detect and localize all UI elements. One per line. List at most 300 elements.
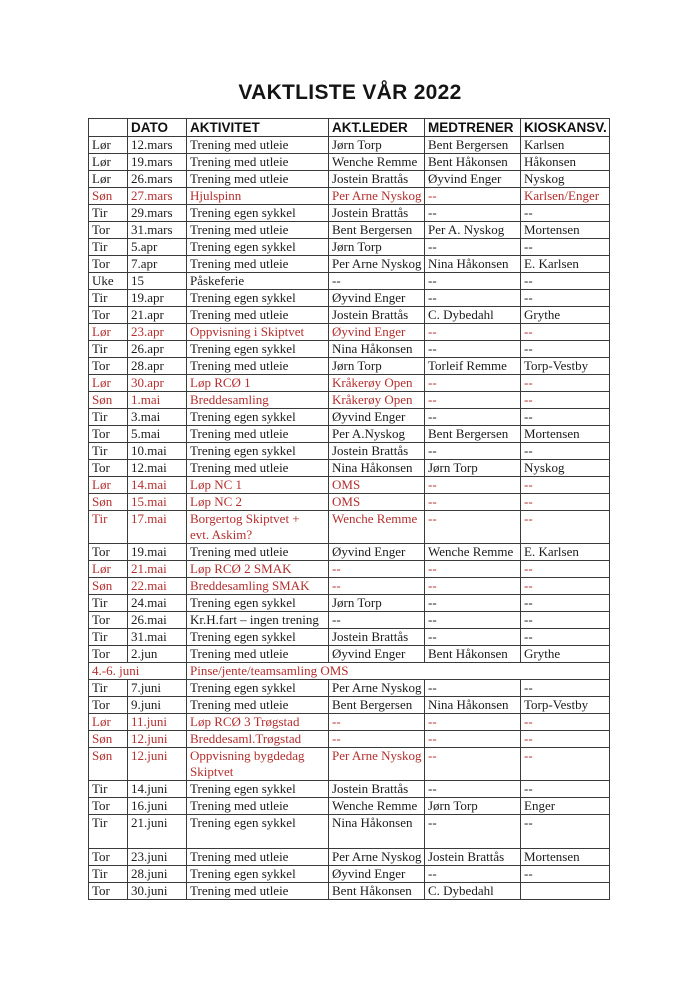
day-cell: Tir <box>89 205 128 222</box>
activity-cell: Trening med utleie <box>187 646 329 663</box>
cotrainer-cell: -- <box>425 629 521 646</box>
kiosk-cell <box>521 883 610 900</box>
kiosk-cell: -- <box>521 375 610 392</box>
activity-cell: Trening med utleie <box>187 849 329 866</box>
kiosk-cell: Torp-Vestby <box>521 358 610 375</box>
column-header-cotrainer: MEDTRENER <box>425 119 521 137</box>
day-cell: Lør <box>89 714 128 731</box>
table-row <box>89 460 610 477</box>
kiosk-cell: -- <box>521 273 610 290</box>
table-row <box>89 595 610 612</box>
date-cell: 21.mai <box>128 561 187 578</box>
activity-cell: Trening med utleie <box>187 798 329 815</box>
table-row <box>89 426 610 443</box>
kiosk-cell: Grythe <box>521 646 610 663</box>
kiosk-cell: -- <box>521 239 610 256</box>
cotrainer-cell: Jostein Brattås <box>425 849 521 866</box>
date-cell: 19.mai <box>128 544 187 561</box>
cotrainer-cell: -- <box>425 324 521 341</box>
date-cell: 5.apr <box>128 239 187 256</box>
leader-cell: Per Arne Nyskog <box>329 849 425 866</box>
cotrainer-cell: -- <box>425 375 521 392</box>
kiosk-cell: -- <box>521 290 610 307</box>
activity-cell: Trening med utleie <box>187 171 329 188</box>
day-cell: Tor <box>89 426 128 443</box>
activity-cell: Trening med utleie <box>187 256 329 273</box>
leader-cell: Wenche Remme <box>329 154 425 171</box>
kiosk-cell: Mortensen <box>521 426 610 443</box>
kiosk-cell: Håkonsen <box>521 154 610 171</box>
activity-cell: Trening egen sykkel <box>187 205 329 222</box>
table-row <box>89 239 610 256</box>
date-cell: 16.juni <box>128 798 187 815</box>
kiosk-cell: E. Karlsen <box>521 256 610 273</box>
kiosk-cell: -- <box>521 392 610 409</box>
activity-cell: Trening med utleie <box>187 307 329 324</box>
cotrainer-cell: Bent Bergersen <box>425 426 521 443</box>
date-cell: 24.mai <box>128 595 187 612</box>
day-cell: Tir <box>89 239 128 256</box>
cotrainer-cell: Bent Håkonsen <box>425 646 521 663</box>
activity-cell: Trening egen sykkel <box>187 629 329 646</box>
leader-cell: Per Arne Nyskog <box>329 680 425 697</box>
leader-cell: -- <box>329 273 425 290</box>
activity-cell: Oppvisning bygdedag Skiptvet <box>187 748 329 781</box>
kiosk-cell: -- <box>521 595 610 612</box>
leader-cell: Wenche Remme <box>329 511 425 544</box>
table-row <box>89 273 610 290</box>
day-cell: Lør <box>89 561 128 578</box>
activity-cell: Borgertog Skiptvet + evt. Askim? <box>187 511 329 544</box>
date-cell: 12.mars <box>128 137 187 154</box>
kiosk-cell: -- <box>521 341 610 358</box>
day-cell: Tir <box>89 595 128 612</box>
table-row <box>89 578 610 595</box>
activity-cell: Trening med utleie <box>187 358 329 375</box>
kiosk-cell: -- <box>521 866 610 883</box>
cotrainer-cell: -- <box>425 392 521 409</box>
date-cell: 28.juni <box>128 866 187 883</box>
leader-cell: OMS <box>329 494 425 511</box>
kiosk-cell: Karlsen/Enger <box>521 188 610 205</box>
table-row <box>89 358 610 375</box>
leader-cell: Jostein Brattås <box>329 443 425 460</box>
table-row <box>89 511 610 544</box>
activity-cell: Trening med utleie <box>187 883 329 900</box>
leader-cell: Jørn Torp <box>329 358 425 375</box>
cotrainer-cell: C. Dybedahl <box>425 883 521 900</box>
leader-cell: Nina Håkonsen <box>329 341 425 358</box>
cotrainer-cell: Øyvind Enger <box>425 171 521 188</box>
day-cell: Lør <box>89 137 128 154</box>
day-cell: Lør <box>89 477 128 494</box>
header-row <box>89 119 610 137</box>
day-cell: Søn <box>89 731 128 748</box>
cotrainer-cell: Bent Bergersen <box>425 137 521 154</box>
day-cell: Lør <box>89 154 128 171</box>
date-cell: 14.mai <box>128 477 187 494</box>
day-cell: Tor <box>89 646 128 663</box>
day-cell: Tor <box>89 612 128 629</box>
table-row <box>89 781 610 798</box>
table-row <box>89 375 610 392</box>
table-row <box>89 612 610 629</box>
activity-cell: Kr.H.fart – ingen trening <box>187 612 329 629</box>
day-cell: Tir <box>89 680 128 697</box>
table-body <box>89 137 610 900</box>
table-row <box>89 392 610 409</box>
table-row <box>89 256 610 273</box>
date-cell: 22.mai <box>128 578 187 595</box>
date-cell: 17.mai <box>128 511 187 544</box>
page-title: VAKTLISTE VÅR 2022 <box>238 81 462 104</box>
cotrainer-cell: -- <box>425 273 521 290</box>
leader-cell: Jørn Torp <box>329 137 425 154</box>
table-row <box>89 663 610 680</box>
activity-cell: Løp RCØ 3 Trøgstad <box>187 714 329 731</box>
cotrainer-cell: C. Dybedahl <box>425 307 521 324</box>
leader-cell: -- <box>329 612 425 629</box>
day-cell: Tir <box>89 290 128 307</box>
kiosk-cell: Grythe <box>521 307 610 324</box>
leader-cell: Jørn Torp <box>329 595 425 612</box>
day-cell: Søn <box>89 578 128 595</box>
date-cell: 12.juni <box>128 731 187 748</box>
date-cell: 21.juni <box>128 815 187 849</box>
day-cell: Søn <box>89 392 128 409</box>
date-cell: 31.mars <box>128 222 187 239</box>
date-cell: 5.mai <box>128 426 187 443</box>
activity-cell: Trening egen sykkel <box>187 341 329 358</box>
cotrainer-cell: Nina Håkonsen <box>425 697 521 714</box>
leader-cell: Jostein Brattås <box>329 307 425 324</box>
cotrainer-cell: Jørn Torp <box>425 460 521 477</box>
kiosk-cell: -- <box>521 612 610 629</box>
kiosk-cell: -- <box>521 477 610 494</box>
day-cell: Tir <box>89 511 128 544</box>
day-cell: Lør <box>89 324 128 341</box>
activity-cell: Trening med utleie <box>187 154 329 171</box>
activity-cell: Trening egen sykkel <box>187 443 329 460</box>
cotrainer-cell: -- <box>425 866 521 883</box>
day-cell: Tir <box>89 815 128 849</box>
date-cell: 10.mai <box>128 443 187 460</box>
activity-cell: Hjulspinn <box>187 188 329 205</box>
day-cell: Søn <box>89 748 128 781</box>
kiosk-cell: -- <box>521 409 610 426</box>
date-cell: 15 <box>128 273 187 290</box>
column-header-day <box>89 119 128 137</box>
kiosk-cell: -- <box>521 578 610 595</box>
day-cell: Tor <box>89 849 128 866</box>
kiosk-cell: -- <box>521 714 610 731</box>
date-cell: 12.juni <box>128 748 187 781</box>
day-cell: Tor <box>89 307 128 324</box>
leader-cell: Bent Bergersen <box>329 222 425 239</box>
cotrainer-cell: Nina Håkonsen <box>425 256 521 273</box>
date-cell: 11.juni <box>128 714 187 731</box>
table-row <box>89 494 610 511</box>
date-cell: 9.juni <box>128 697 187 714</box>
kiosk-cell: -- <box>521 629 610 646</box>
activity-cell: Trening med utleie <box>187 697 329 714</box>
kiosk-cell: -- <box>521 494 610 511</box>
day-cell: Tor <box>89 256 128 273</box>
column-header-activity: AKTIVITET <box>187 119 329 137</box>
cotrainer-cell: -- <box>425 494 521 511</box>
table-row <box>89 680 610 697</box>
cotrainer-cell: -- <box>425 781 521 798</box>
cotrainer-cell: Torleif Remme <box>425 358 521 375</box>
kiosk-cell: Mortensen <box>521 222 610 239</box>
cotrainer-cell: -- <box>425 290 521 307</box>
cotrainer-cell: -- <box>425 815 521 849</box>
leader-cell: Per Arne Nyskog <box>329 256 425 273</box>
activity-cell: Løp RCØ 2 SMAK <box>187 561 329 578</box>
leader-cell: Bent Bergersen <box>329 697 425 714</box>
table-row <box>89 697 610 714</box>
table-row <box>89 307 610 324</box>
cotrainer-cell: -- <box>425 714 521 731</box>
table-row <box>89 290 610 307</box>
activity-cell: Løp NC 1 <box>187 477 329 494</box>
cotrainer-cell: -- <box>425 188 521 205</box>
leader-cell: Nina Håkonsen <box>329 815 425 849</box>
activity-cell: Trening med utleie <box>187 426 329 443</box>
day-cell: Tor <box>89 460 128 477</box>
leader-cell: Jostein Brattås <box>329 781 425 798</box>
day-cell: Tor <box>89 222 128 239</box>
day-cell: Tir <box>89 341 128 358</box>
date-cell: 26.mai <box>128 612 187 629</box>
cotrainer-cell: -- <box>425 595 521 612</box>
activity-cell: Trening med utleie <box>187 222 329 239</box>
leader-cell: Øyvind Enger <box>329 866 425 883</box>
leader-cell: Jostein Brattås <box>329 205 425 222</box>
column-header-kiosk: KIOSKANSV. <box>521 119 610 137</box>
cotrainer-cell: -- <box>425 205 521 222</box>
date-cell: 28.apr <box>128 358 187 375</box>
kiosk-cell: Nyskog <box>521 460 610 477</box>
table-row <box>89 137 610 154</box>
leader-cell: Bent Håkonsen <box>329 883 425 900</box>
leader-cell: Jostein Brattås <box>329 629 425 646</box>
cotrainer-cell: -- <box>425 409 521 426</box>
table-row <box>89 561 610 578</box>
kiosk-cell: -- <box>521 748 610 781</box>
table-row <box>89 866 610 883</box>
day-cell: Søn <box>89 494 128 511</box>
date-cell: 21.apr <box>128 307 187 324</box>
leader-cell: Per Arne Nyskog <box>329 188 425 205</box>
leader-cell: Nina Håkonsen <box>329 460 425 477</box>
activity-cell: Breddesamling SMAK <box>187 578 329 595</box>
cotrainer-cell: -- <box>425 612 521 629</box>
kiosk-cell: -- <box>521 680 610 697</box>
date-cell: 30.apr <box>128 375 187 392</box>
cotrainer-cell: Wenche Remme <box>425 544 521 561</box>
day-cell: Tor <box>89 798 128 815</box>
kiosk-cell: Torp-Vestby <box>521 697 610 714</box>
day-cell: Tir <box>89 409 128 426</box>
kiosk-cell: -- <box>521 781 610 798</box>
leader-cell: OMS <box>329 477 425 494</box>
table-row <box>89 798 610 815</box>
date-cell: 27.mars <box>128 188 187 205</box>
leader-cell: Per A.Nyskog <box>329 426 425 443</box>
activity-cell: Trening egen sykkel <box>187 781 329 798</box>
cotrainer-cell: -- <box>425 680 521 697</box>
leader-cell: -- <box>329 578 425 595</box>
cotrainer-cell: -- <box>425 731 521 748</box>
activity-cell: Trening egen sykkel <box>187 595 329 612</box>
kiosk-cell: Nyskog <box>521 171 610 188</box>
day-cell: Tor <box>89 358 128 375</box>
cotrainer-cell: -- <box>425 341 521 358</box>
table-row <box>89 409 610 426</box>
day-cell: Tor <box>89 883 128 900</box>
day-cell: Tir <box>89 629 128 646</box>
date-cell: 26.apr <box>128 341 187 358</box>
activity-cell: Trening egen sykkel <box>187 866 329 883</box>
leader-cell: Øyvind Enger <box>329 324 425 341</box>
date-cell: 15.mai <box>128 494 187 511</box>
kiosk-cell: -- <box>521 324 610 341</box>
cotrainer-cell: -- <box>425 561 521 578</box>
date-cell: 3.mai <box>128 409 187 426</box>
leader-cell: Øyvind Enger <box>329 544 425 561</box>
cotrainer-cell: -- <box>425 443 521 460</box>
leader-cell: Jørn Torp <box>329 239 425 256</box>
table-row <box>89 748 610 781</box>
cotrainer-cell: -- <box>425 748 521 781</box>
table-row <box>89 883 610 900</box>
leader-cell: Øyvind Enger <box>329 409 425 426</box>
table-row <box>89 188 610 205</box>
day-cell: Tor <box>89 544 128 561</box>
cotrainer-cell: -- <box>425 511 521 544</box>
date-cell: 29.mars <box>128 205 187 222</box>
activity-cell: Trening med utleie <box>187 460 329 477</box>
table-row <box>89 222 610 239</box>
kiosk-cell: -- <box>521 815 610 849</box>
leader-cell: -- <box>329 561 425 578</box>
date-cell: 7.juni <box>128 680 187 697</box>
table-row <box>89 544 610 561</box>
table-header <box>89 119 610 137</box>
table-row <box>89 646 610 663</box>
leader-cell: Jostein Brattås <box>329 171 425 188</box>
leader-cell: Kråkerøy Open <box>329 375 425 392</box>
cotrainer-cell: -- <box>425 578 521 595</box>
day-cell: Uke <box>89 273 128 290</box>
kiosk-cell: E. Karlsen <box>521 544 610 561</box>
date-cell: 2.jun <box>128 646 187 663</box>
day-cell: Tir <box>89 781 128 798</box>
kiosk-cell: -- <box>521 511 610 544</box>
duty-roster-table <box>88 118 610 900</box>
table-row <box>89 324 610 341</box>
table-row <box>89 341 610 358</box>
activity-cell: Løp NC 2 <box>187 494 329 511</box>
date-cell: 23.juni <box>128 849 187 866</box>
day-cell: Tir <box>89 443 128 460</box>
date-cell: 14.juni <box>128 781 187 798</box>
activity-cell: Trening med utleie <box>187 544 329 561</box>
table-row <box>89 714 610 731</box>
date-cell: 1.mai <box>128 392 187 409</box>
cotrainer-cell: -- <box>425 477 521 494</box>
date-span-cell: 4.-6. juni <box>89 663 187 680</box>
day-cell: Lør <box>89 375 128 392</box>
activity-cell: Trening egen sykkel <box>187 239 329 256</box>
kiosk-cell: Mortensen <box>521 849 610 866</box>
kiosk-cell: Enger <box>521 798 610 815</box>
table-row <box>89 849 610 866</box>
date-cell: 19.mars <box>128 154 187 171</box>
day-cell: Tor <box>89 697 128 714</box>
activity-cell: Løp RCØ 1 <box>187 375 329 392</box>
activity-cell: Breddesamling <box>187 392 329 409</box>
day-cell: Søn <box>89 188 128 205</box>
day-cell: Lør <box>89 171 128 188</box>
date-cell: 26.mars <box>128 171 187 188</box>
activity-cell: Påskeferie <box>187 273 329 290</box>
activity-cell: Trening egen sykkel <box>187 290 329 307</box>
cotrainer-cell: Bent Håkonsen <box>425 154 521 171</box>
table-row <box>89 443 610 460</box>
date-cell: 31.mai <box>128 629 187 646</box>
date-cell: 7.apr <box>128 256 187 273</box>
cotrainer-cell: -- <box>425 239 521 256</box>
table-row <box>89 815 610 849</box>
date-cell: 30.juni <box>128 883 187 900</box>
kiosk-cell: -- <box>521 731 610 748</box>
kiosk-cell: -- <box>521 205 610 222</box>
cotrainer-cell: Jørn Torp <box>425 798 521 815</box>
leader-cell: Wenche Remme <box>329 798 425 815</box>
cotrainer-cell: Per A. Nyskog <box>425 222 521 239</box>
table-row <box>89 154 610 171</box>
activity-span-cell: Pinse/jente/teamsamling OMS <box>187 663 610 680</box>
activity-cell: Trening med utleie <box>187 137 329 154</box>
leader-cell: Per Arne Nyskog <box>329 748 425 781</box>
table-row <box>89 731 610 748</box>
activity-cell: Trening egen sykkel <box>187 815 329 849</box>
kiosk-cell: -- <box>521 443 610 460</box>
date-cell: 23.apr <box>128 324 187 341</box>
table-row <box>89 205 610 222</box>
activity-cell: Trening egen sykkel <box>187 680 329 697</box>
leader-cell: Øyvind Enger <box>329 646 425 663</box>
activity-cell: Trening egen sykkel <box>187 409 329 426</box>
leader-cell: -- <box>329 731 425 748</box>
table-row <box>89 629 610 646</box>
leader-cell: -- <box>329 714 425 731</box>
kiosk-cell: -- <box>521 561 610 578</box>
leader-cell: Kråkerøy Open <box>329 392 425 409</box>
leader-cell: Øyvind Enger <box>329 290 425 307</box>
date-cell: 12.mai <box>128 460 187 477</box>
table-row <box>89 171 610 188</box>
table-row <box>89 477 610 494</box>
column-header-leader: AKT.LEDER <box>329 119 425 137</box>
date-cell: 19.apr <box>128 290 187 307</box>
activity-cell: Breddesaml.Trøgstad <box>187 731 329 748</box>
column-header-date: DATO <box>128 119 187 137</box>
kiosk-cell: Karlsen <box>521 137 610 154</box>
day-cell: Tir <box>89 866 128 883</box>
